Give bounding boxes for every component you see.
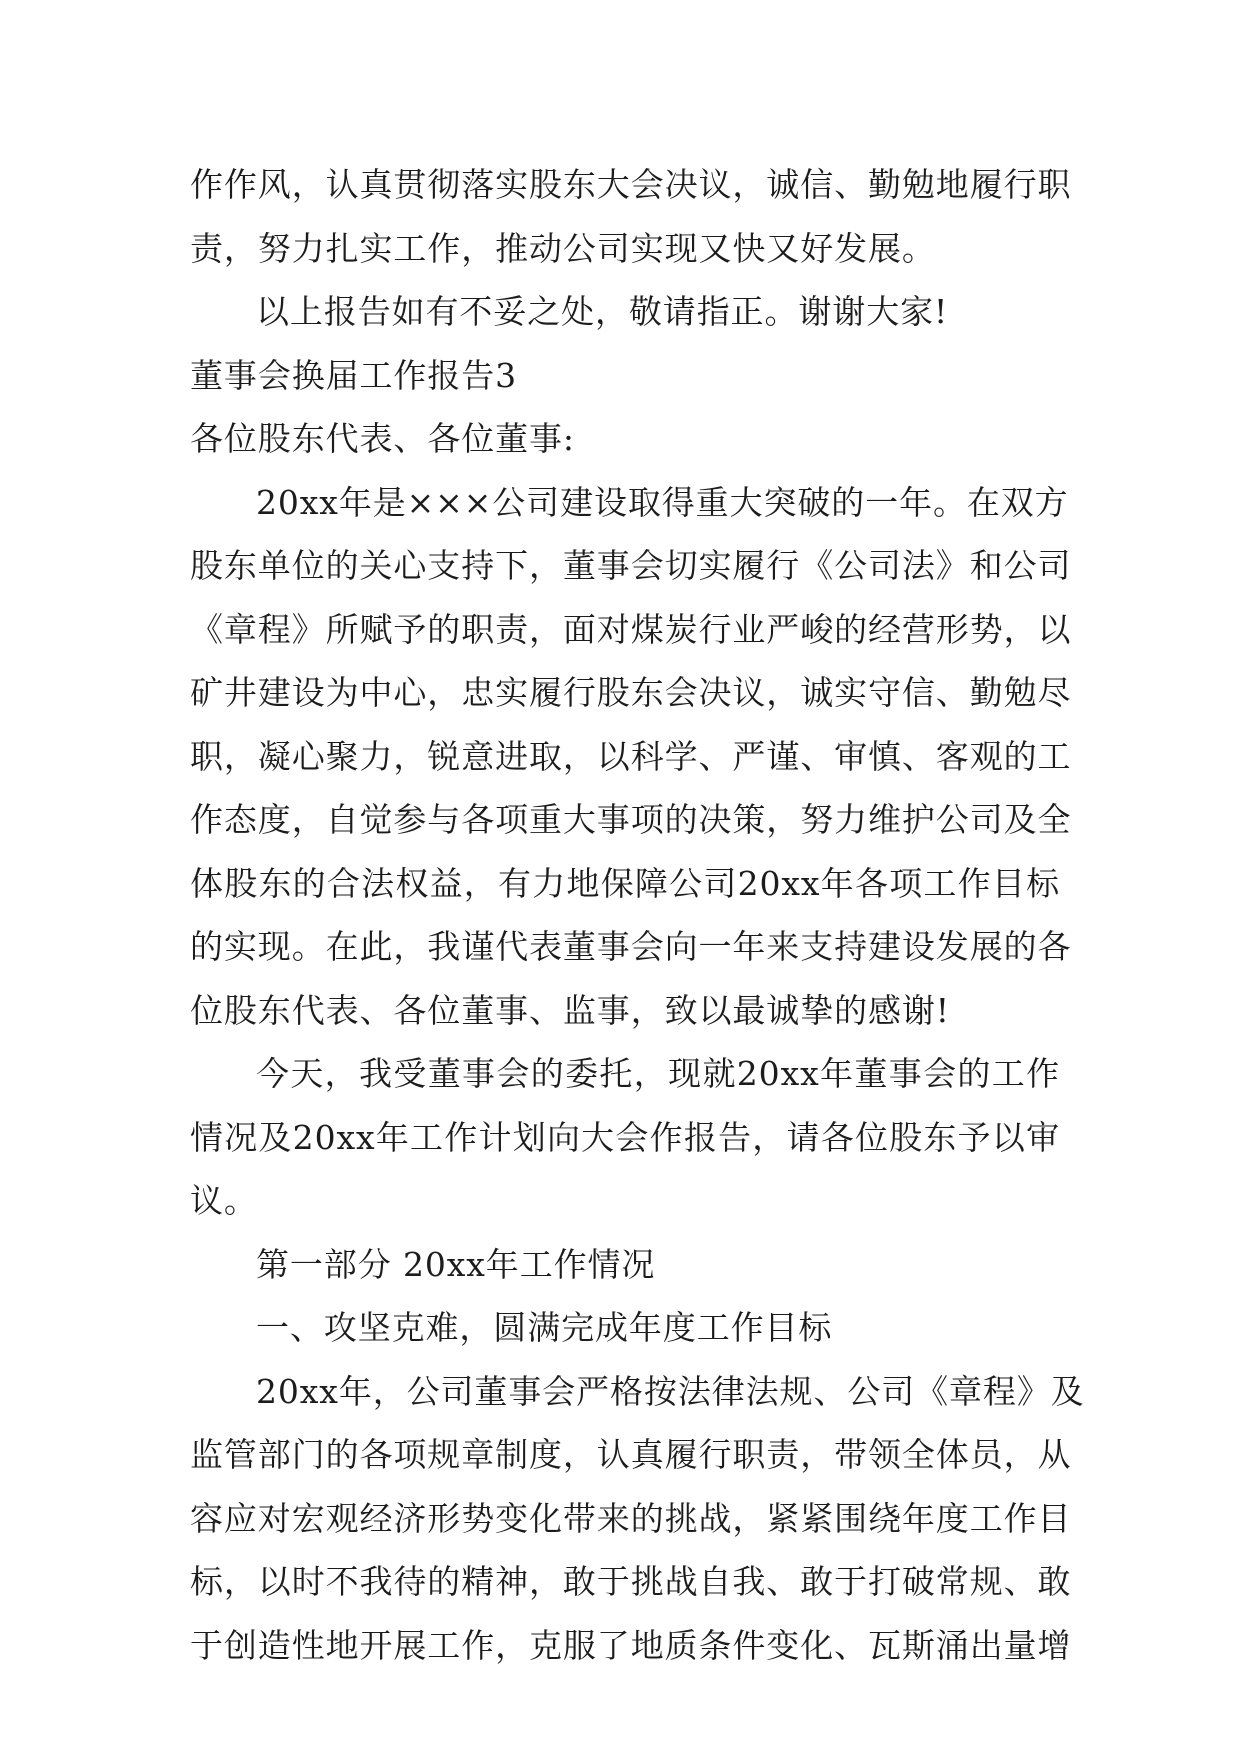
body-line: 矿井建设为中心，忠实履行股东会决议，诚实守信、勤勉尽 (190, 673, 1072, 712)
subsection-heading: 一、攻坚克难，圆满完成年度工作目标 (256, 1308, 833, 1347)
body-line: 容应对宏观经济形势变化带来的挑战，紧紧围绕年度工作目 (190, 1498, 1072, 1538)
body-line: 《章程》所赋予的职责，面对煤炭行业严峻的经营形势，以 (190, 609, 1072, 649)
body-line: 于创造性地开展工作，克服了地质条件变化、瓦斯涌出量增 (190, 1625, 1072, 1665)
body-line: 情况及20xx年工作计划向大会作报告，请各位股东予以审 (190, 1117, 1060, 1157)
body-line: 作作风，认真贯彻落实股东大会决议，诚信、勤勉地履行职 (190, 165, 1072, 204)
document-body (190, 153, 1085, 1677)
body-line: 职，凝心聚力，锐意进取，以科学、严谨、审慎、客观的工 (190, 736, 1072, 776)
body-line: 议。 (190, 1181, 258, 1220)
salutation: 各位股东代表、各位董事: (190, 419, 575, 458)
body-line: 今天，我受董事会的委托，现就20xx年董事会的工作 (256, 1054, 1060, 1093)
body-line: 体股东的合法权益，有力地保障公司20xx年各项工作目标 (190, 863, 1060, 903)
body-line: 位股东代表、各位董事、监事，致以最诚挚的感谢! (190, 990, 950, 1030)
body-line: 的实现。在此，我谨代表董事会向一年来支持建设发展的各 (190, 927, 1072, 966)
body-line: 监管部门的各项规章制度，认真履行职责，带领全体员，从 (190, 1435, 1072, 1474)
section-heading: 第一部分 20xx年工作情况 (256, 1244, 656, 1284)
body-line: 标，以时不我待的精神，敢于挑战自我、敢于打破常规、敢 (190, 1562, 1072, 1601)
closing-remark: 以上报告如有不妥之处，敬请指正。谢谢大家! (256, 292, 949, 331)
body-line: 责，努力扎实工作，推动公司实现又快又好发展。 (190, 228, 936, 268)
report-title: 董事会换届工作报告3 (190, 355, 517, 395)
body-line: 20xx年是×××公司建设取得重大突破的一年。在双方 (256, 482, 1069, 522)
body-line: 股东单位的关心支持下，董事会切实履行《公司法》和公司 (190, 546, 1072, 585)
body-line: 作态度，自觉参与各项重大事项的决策，努力维护公司及全 (190, 800, 1072, 839)
body-line: 20xx年，公司董事会严格按法律法规、公司《章程》及 (256, 1371, 1085, 1411)
